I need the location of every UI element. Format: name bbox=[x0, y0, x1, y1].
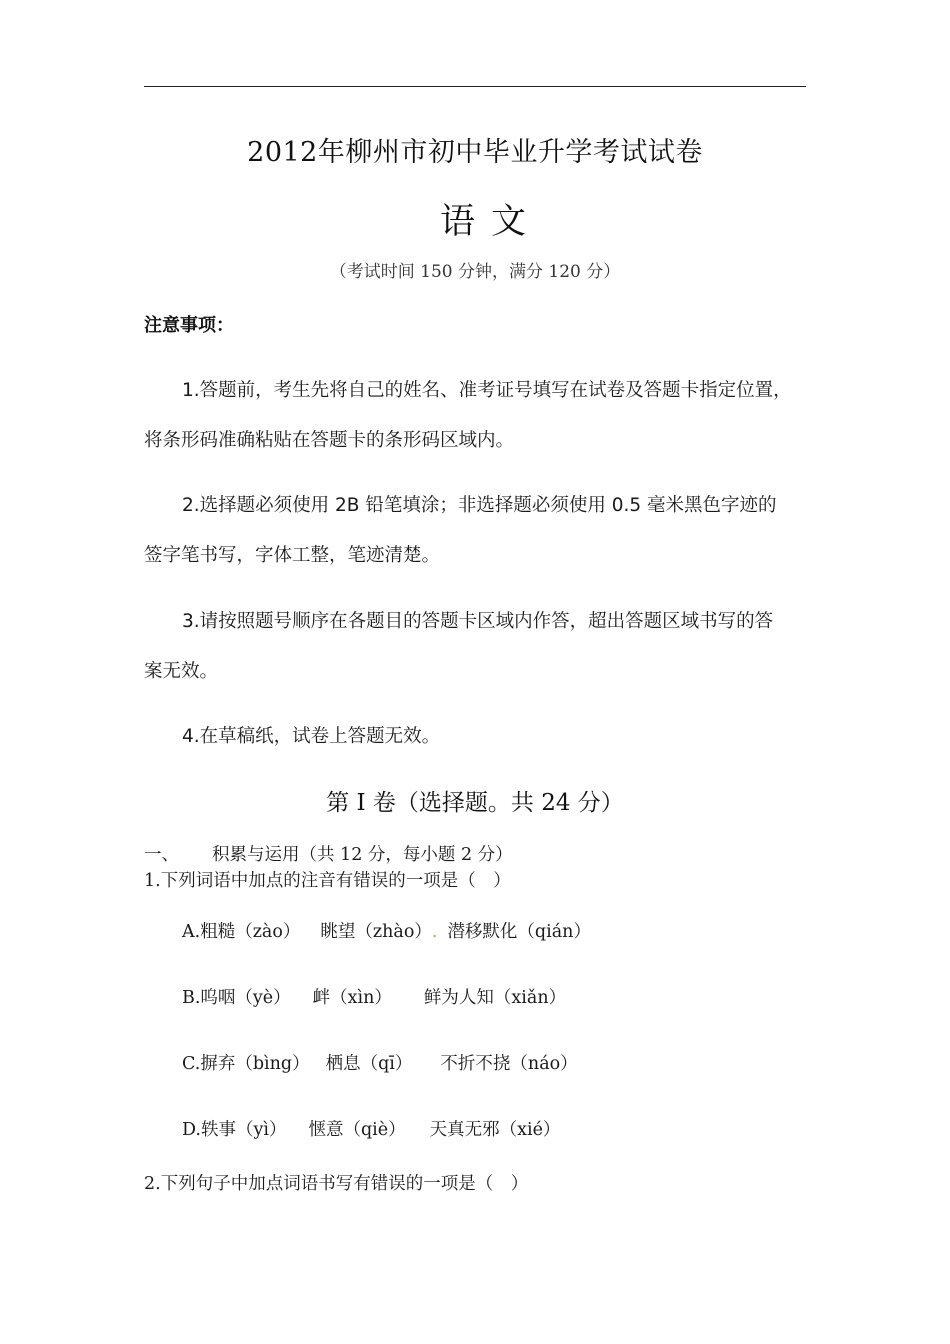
exam-title: 2012年柳州市初中毕业升学考试试卷 bbox=[247, 137, 703, 168]
option-b-word-1: B.呜咽（yè） bbox=[182, 988, 291, 1008]
exam-subject: 语文 bbox=[439, 202, 542, 242]
header-rule bbox=[144, 86, 806, 87]
notice-item-2-line-2: 签字笔书写，字体工整，笔迹清楚。 bbox=[144, 545, 441, 566]
notice-item-4-line-1: 4.在草稿纸，试卷上答题无效。 bbox=[182, 726, 441, 747]
question-1-option-d bbox=[182, 1116, 560, 1141]
notice-heading: 注意事项： bbox=[144, 315, 234, 336]
notice-item-1-line-1: 1.答题前，考生先将自己的姓名、准考证号填写在试卷及答题卡指定位置， bbox=[182, 380, 792, 401]
option-d-word-2: 惬意（qiè） bbox=[308, 1120, 406, 1140]
notice-item-3-line-1: 3.请按照题号顺序在各题目的答题卡区域内作答，超出答题区域书写的答 bbox=[182, 611, 774, 632]
section-title: 第 Ⅰ 卷（选择题。共 24 分） bbox=[326, 790, 624, 816]
part-title: 积累与运用（共 12 分，每小题 2 分） bbox=[212, 845, 513, 865]
question-1-option-a bbox=[182, 918, 591, 943]
question-1-option-b bbox=[182, 984, 566, 1009]
option-d-word-3: 天真无邪（xié） bbox=[429, 1120, 561, 1140]
question-1-option-c bbox=[182, 1050, 578, 1075]
emphasis-dot: . bbox=[431, 922, 438, 942]
question-1-stem: 1.下列词语中加点的注音有错误的一项是（ ） bbox=[144, 871, 511, 891]
exam-duration: （考试时间 150 分钟，满分 120 分） bbox=[329, 262, 621, 282]
option-a-word-3: 潜移默化（qián） bbox=[447, 922, 591, 942]
option-b-word-3: 鲜为人知（xiǎn） bbox=[423, 988, 567, 1008]
notice-item-2-line-1: 2.选择题必须使用 2B 铅笔填涂；非选择题必须使用 0.5 毫米黑色字迹的 bbox=[182, 495, 777, 516]
option-b-word-2: 衅（xìn） bbox=[312, 988, 392, 1008]
option-d-word-1: D.轶事（yì） bbox=[182, 1120, 287, 1140]
notice-item-1-line-2: 将条形码准确粘贴在答题卡的条形码区域内。 bbox=[144, 430, 515, 451]
part-number: 一、 bbox=[144, 845, 179, 865]
option-c-word-2: 栖息（qī） bbox=[325, 1054, 413, 1074]
notice-item-3-line-2: 案无效。 bbox=[144, 661, 219, 682]
question-2-stem: 2.下列句子中加点词语书写有错误的一项是（ ） bbox=[144, 1174, 529, 1194]
option-c-word-1: C.摒弃（bìng） bbox=[182, 1054, 310, 1074]
option-a-word-2: 眺望（zhào） bbox=[320, 922, 432, 942]
option-a-word-1: A.粗糙（zào） bbox=[182, 922, 301, 942]
option-c-word-3: 不折不挠（náo） bbox=[440, 1054, 578, 1074]
